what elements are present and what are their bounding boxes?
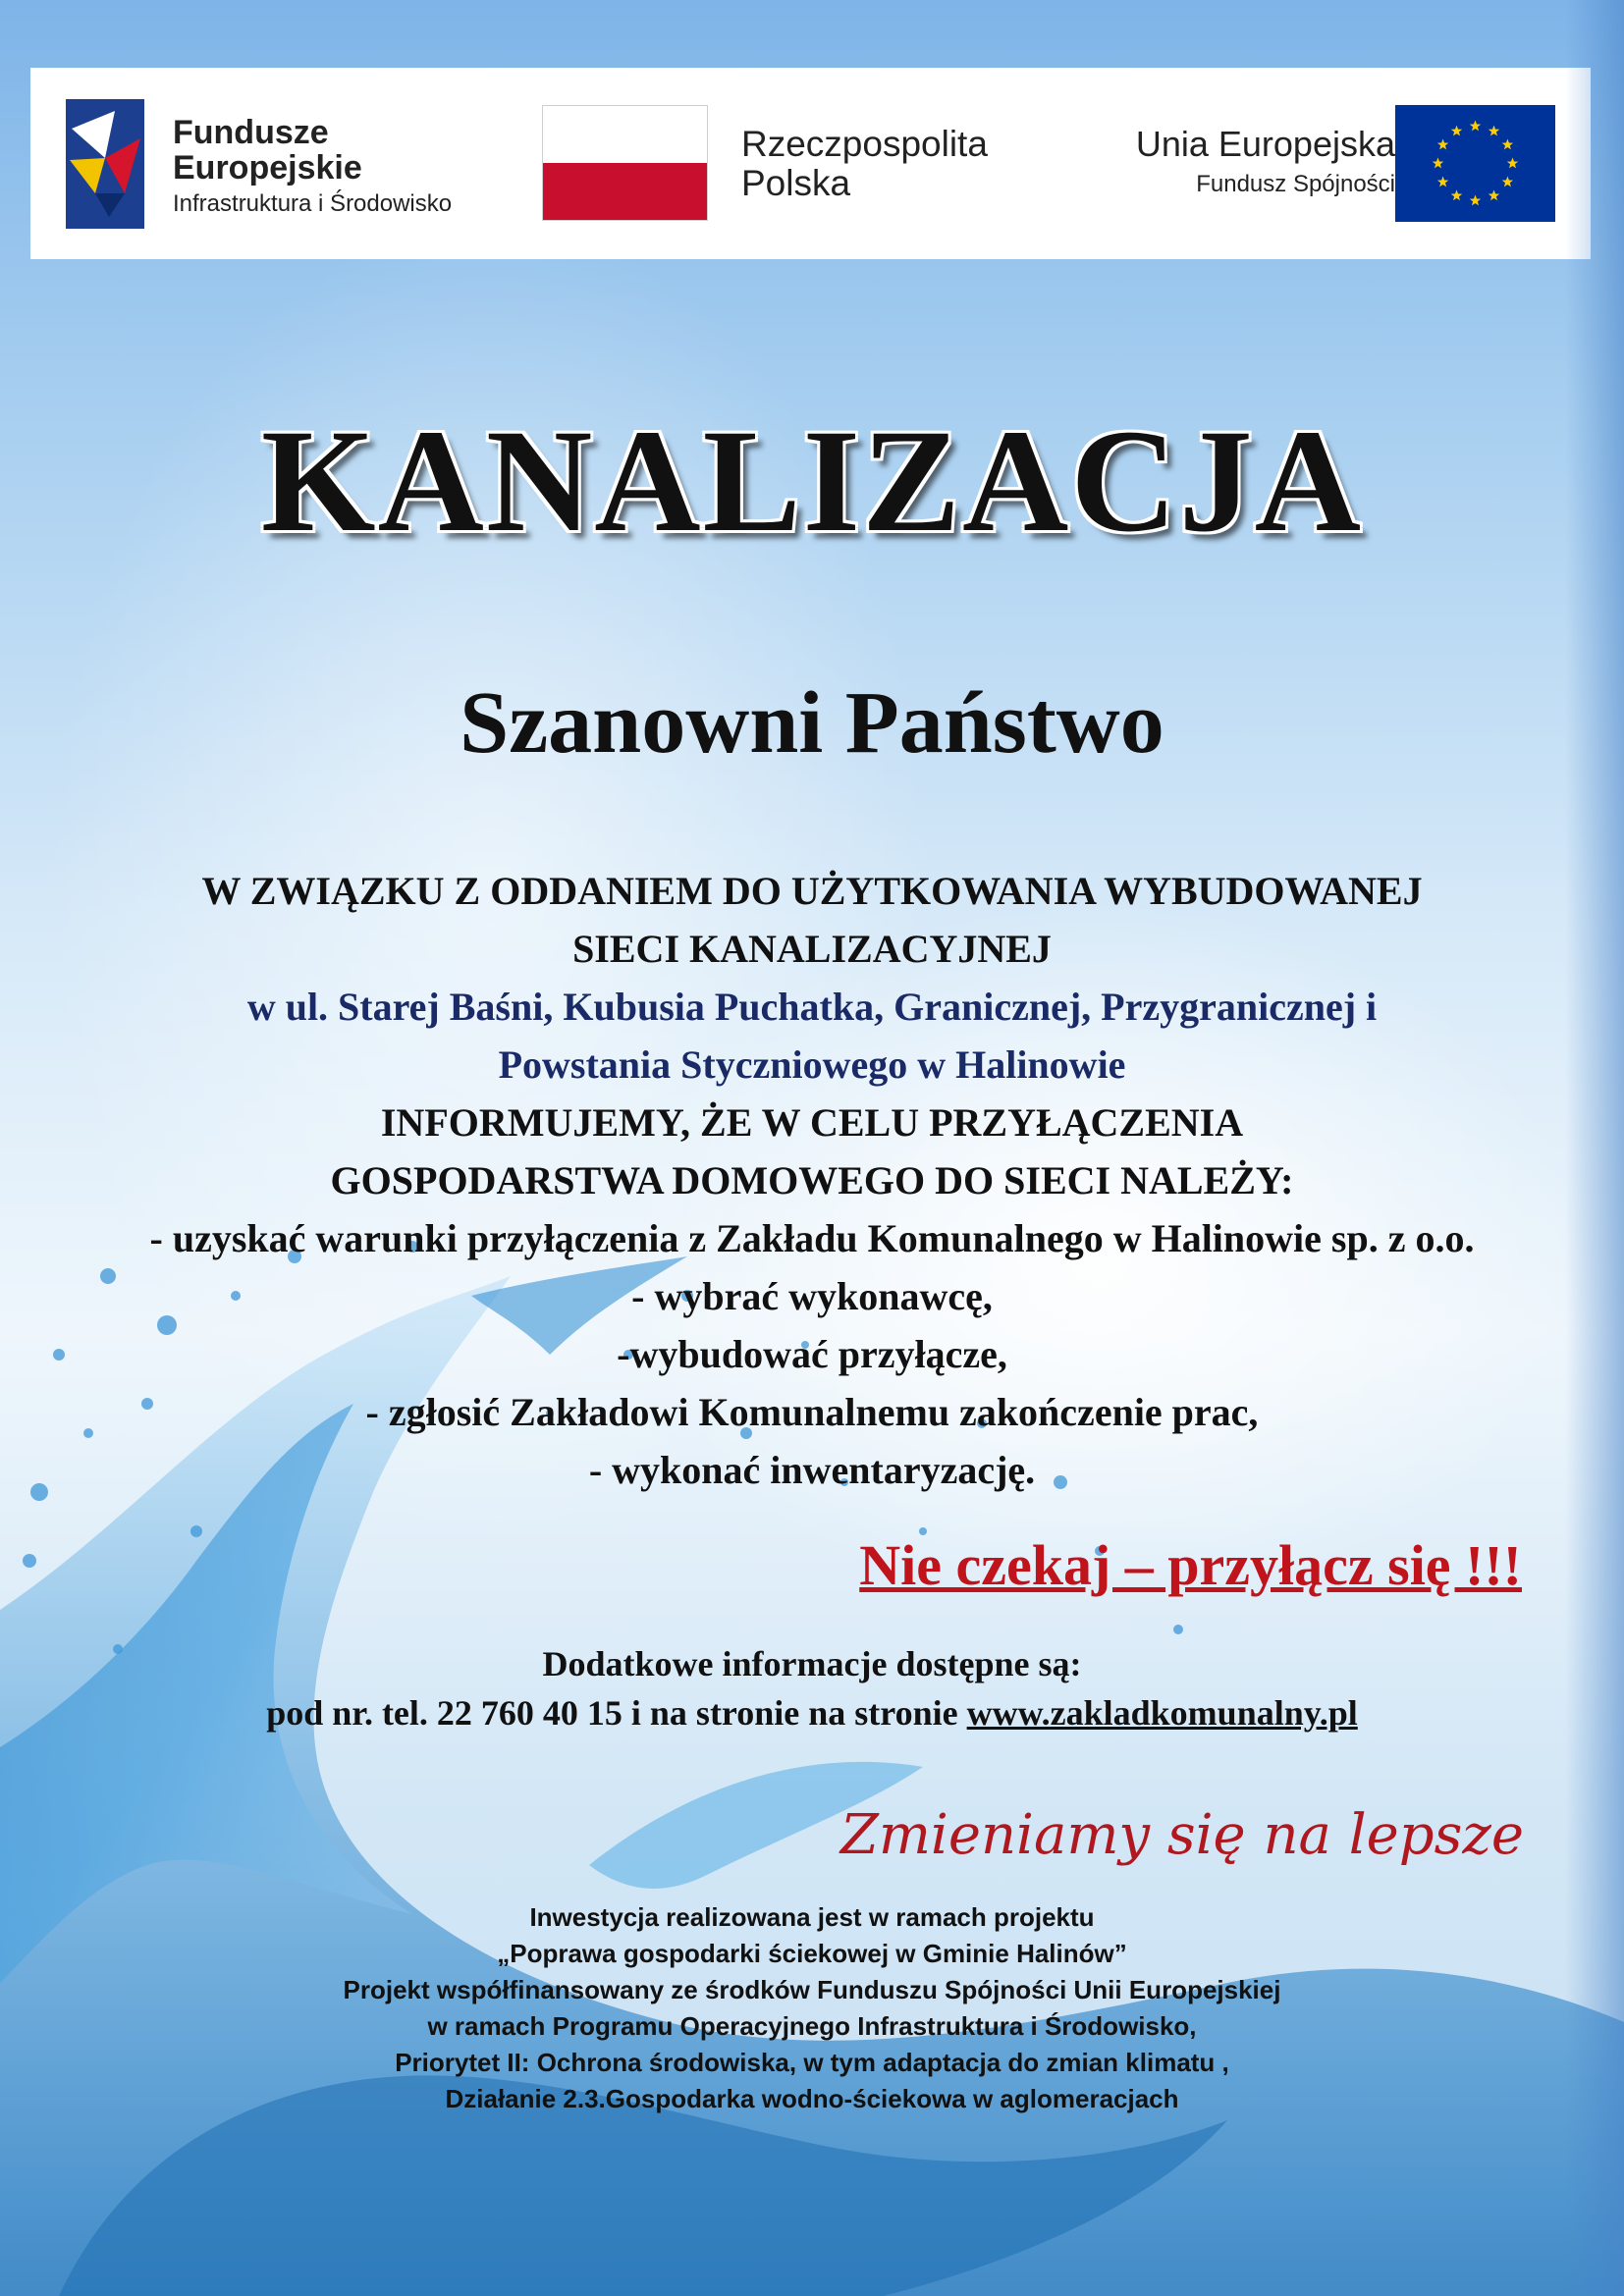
ue-line2: Fundusz Spójności [1196, 171, 1395, 197]
fe-line2: Europejskie [173, 149, 362, 187]
fundusze-europejskie-text [173, 115, 452, 221]
phone-text: pod nr. tel. 22 760 40 15 i na stronie na stronie [266, 1693, 967, 1733]
fe-line3: Infrastruktura i Środowisko [173, 190, 453, 217]
step-item: -wybudować przyłącze, [617, 1332, 1007, 1376]
project-line: Działanie 2.3.Gospodarka wodno-ściekowa w aglomeracjach [445, 2084, 1179, 2113]
info-line [0, 1688, 1624, 1737]
step-item: - wykonać inwentaryzację. [588, 1448, 1036, 1492]
project-line: Inwestycja realizowana jest w ramach projektu [529, 1902, 1095, 1932]
unia-europejska-text [1081, 125, 1395, 201]
contact-info [0, 1639, 1624, 1737]
announcement-line: W ZWIĄZKU Z ODDANIEM DO UŻYTKOWANIA WYBUDOWANEJ [201, 869, 1423, 913]
announcement-line: SIECI KANALIZACYJNEJ [572, 927, 1052, 971]
ue-line1: Unia Europejska [1135, 124, 1395, 164]
project-line: Projekt współfinansowany ze środków Funduszu Spójności Unii Europejskiej [343, 1975, 1281, 2004]
project-line: „Poprawa gospodarki ściekowej w Gminie Halinów” [497, 1939, 1127, 1968]
page-title: KANALIZACJA [260, 400, 1364, 562]
polish-flag-icon [542, 105, 708, 221]
fundusze-europejskie-logo-icon [66, 99, 144, 229]
project-line: w ramach Programu Operacyjnego Infrastruktura i Środowisko, [427, 2011, 1197, 2041]
step-item: - uzyskać warunki przyłączenia z Zakładu Komunalnego w Halinowie sp. z o.o. [149, 1216, 1475, 1260]
streets-line: w ul. Starej Baśni, Kubusia Puchatka, Granicznej, Przygranicznej i [246, 985, 1378, 1029]
streets-line: Powstania Styczniowego w Halinowie [498, 1042, 1126, 1087]
rp-line2: Polska [741, 163, 851, 203]
eu-flag-icon [1395, 105, 1555, 222]
rzeczpospolita-polska-text [741, 125, 988, 203]
announcement-block [0, 862, 1624, 1499]
website-link[interactable]: www.zakladkomunalny.pl [966, 1693, 1358, 1733]
logo-bar [30, 68, 1591, 259]
greeting: Szanowni Państwo [460, 674, 1164, 772]
rp-line1: Rzeczpospolita [741, 124, 988, 164]
slogan: Zmieniamy się na lepsze [839, 1803, 1524, 1867]
project-info [0, 1899, 1624, 2117]
info-line: Dodatkowe informacje dostępne są: [542, 1644, 1082, 1683]
project-line: Priorytet II: Ochrona środowiska, w tym adaptacja do zmian klimatu , [395, 2048, 1229, 2077]
fe-line1: Fundusze [173, 114, 329, 151]
step-item: - wybrać wykonawcę, [631, 1274, 993, 1318]
announcement-line: INFORMUJEMY, ŻE W CELU PRZYŁĄCZENIA [380, 1100, 1244, 1145]
call-to-action: Nie czekaj – przyłącz się !!! [859, 1533, 1522, 1597]
step-item: - zgłosić Zakładowi Komunalnemu zakończenie prac, [365, 1390, 1259, 1434]
announcement-line: GOSPODARSTWA DOMOWEGO DO SIECI NALEŻY: [330, 1158, 1294, 1202]
